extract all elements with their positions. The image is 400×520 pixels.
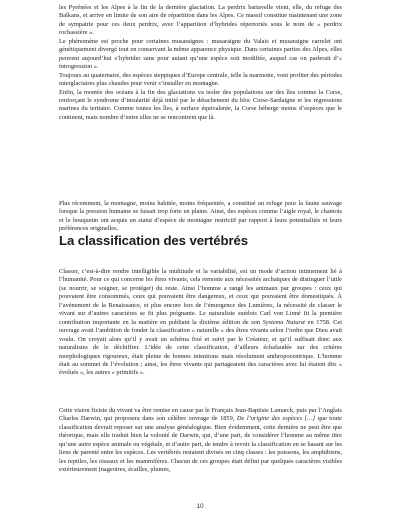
systema-naturae-title: Systema Naturæ <box>262 318 306 326</box>
origine-especes-title: De l’origine des espèces […] <box>236 415 316 423</box>
paragraph-musaraignes: Le phénomène est proche pour certaines musaraignes : musaraigne du Valais et musaraigne carrelet ont génétiquement divergé tout en conservant la même apparence physique. Dans certaines parties des Alpes, elles peuvent aujourd’hui s’hybrider sans pour autant qu’une espèce soit modifiée, auquel cas on parlerait d’« introgression ». <box>59 37 342 71</box>
paragraph-corse: Enfin, la montée des océans à la fin des glaciations va isoler des populations sur des îles comme la Corse, renforçant le syndrome d’insularité déjà initié par le détachement du bloc Corse-Sardaigne et les régressions marines du tertiaire. Comme toutes les îles, à surface équivalente, la Corse héberge moins d’espèces que le continent, mais nombre d’entre elles ne se rencontrent que là. <box>59 88 342 121</box>
classification-text-block-2 <box>59 407 342 475</box>
middle-text-block <box>59 200 342 234</box>
top-text-block <box>59 4 342 122</box>
paragraph-classer <box>59 268 342 378</box>
section-title: La classification des vertébrés <box>59 233 248 248</box>
paragraph-classer-text-1: Classer, c’est-à-dire rendre intelligible la multitude et la variabilité, est un mode d’action intimement lié à l’humanité. Pour ce qui concerne les êtres vivants, cela remonte aux nécessités archaïques de distinguer l’utile (se nourrir, se soigner, se protéger) du reste. Ainsi l’homme a rangé les animaux par groupes : ceux qui pouvaient être consommés, ceux qui pouvaient être dangereux, et ceux qui pouvaient être domestiqués. À l’avènement de la Renaissance, et plus encore lors de l’émergence des Lumières, la nécessité de classer le vivant sur d’autres caractères se fit plus prégnante. Le naturaliste suédois Carl von Linné fit la première contribution importante en la matière en publiant la dixième édition de son <box>59 268 342 326</box>
paragraph-perdrix: les Pyrénées et les Alpes à la fin de la dernière glaciation. La perdrix bartavelle vient, elle, du refuge des Balkans, et arrive en limite de son aire de répartition dans les Alpes. Ce massif constitue maintenant une zone de sympatrie pour ces deux perdrix, avec l’apparition d’hybrides répertoriés sous le nom de « perdrix rochassière ». <box>59 4 342 37</box>
paragraph-marmotte: Toujours au quaternaire, des espèces steppiques d’Europe centrale, telle la marmotte, vont profiter des périodes interglaciaires plus chaudes pour venir s’installer en montagne. <box>59 71 342 88</box>
paragraph-darwin-text-1: Cette vision fixiste du vivant va être remise en cause par le Français Jean-Baptiste Lamarck, puis par l’Anglais Charles Darwin, qui proposera dans son célèbre ouvrage de 1859, <box>59 407 342 423</box>
paragraph-classer-text-2: en 1758. Cet ouvrage avait l’ambition de fonder la classification « naturelle » des êtres vivants selon l’ordre que Dieu avait voulu. On croyait alors qu’il y avait un schéma fixé et suivi par le Créateur, et qu’il suffisait donc aux naturalistes de le déchiffrer. L’idée de cette classification, d’ailleurs échafaudée sur des critères morphologiques rigoureux, était pleine de bonnes intentions mais résolument anthropocentrique. L’homme était au sommet de l’évolution ; ainsi, les êtres vivants qui partageaient des caractères avec lui étaient dits « évolués », les autres « primitifs ». <box>59 318 342 377</box>
paragraph-refuge: Plus récemment, la montagne, moins habitée, moins fréquentée, a constitué un refuge pour la faune sauvage lorsque la pression humaine se faisait trop forte en plaine. Ainsi, des espèces comme l’aigle royal, le chamois et le bouquetin ont acquis un statut d’espèce de montagne restrictif par rapport à leurs potentialités et leurs préférences originelles. <box>59 200 342 233</box>
paragraph-lamarck-darwin <box>59 407 342 475</box>
classification-text-block-1 <box>59 268 342 378</box>
page-number: 10 <box>196 503 204 510</box>
paragraph-darwin-text-2: que toute classification devrait reposer sur une analyse généalogique. Bien évidemment, cette dernière ne peut être que théorique, mais elle traduit bien la volonté de Darwin, qui, d’une part, de considérer l’homme au même titre qu’une autre espèce animale ou végétale, et d’autre part, de tendre à revoir la classification en se basant sur les liens de parenté entre les espèces. Les vertébrés restaient divisés en cinq classes : les poissons, les amphibiens, les reptiles, les oiseaux et les mammifères. Chacun de ces groupes était défini par quelques caractères visibles extérieurement (nageoires, écailles, plumes, <box>59 415 342 474</box>
